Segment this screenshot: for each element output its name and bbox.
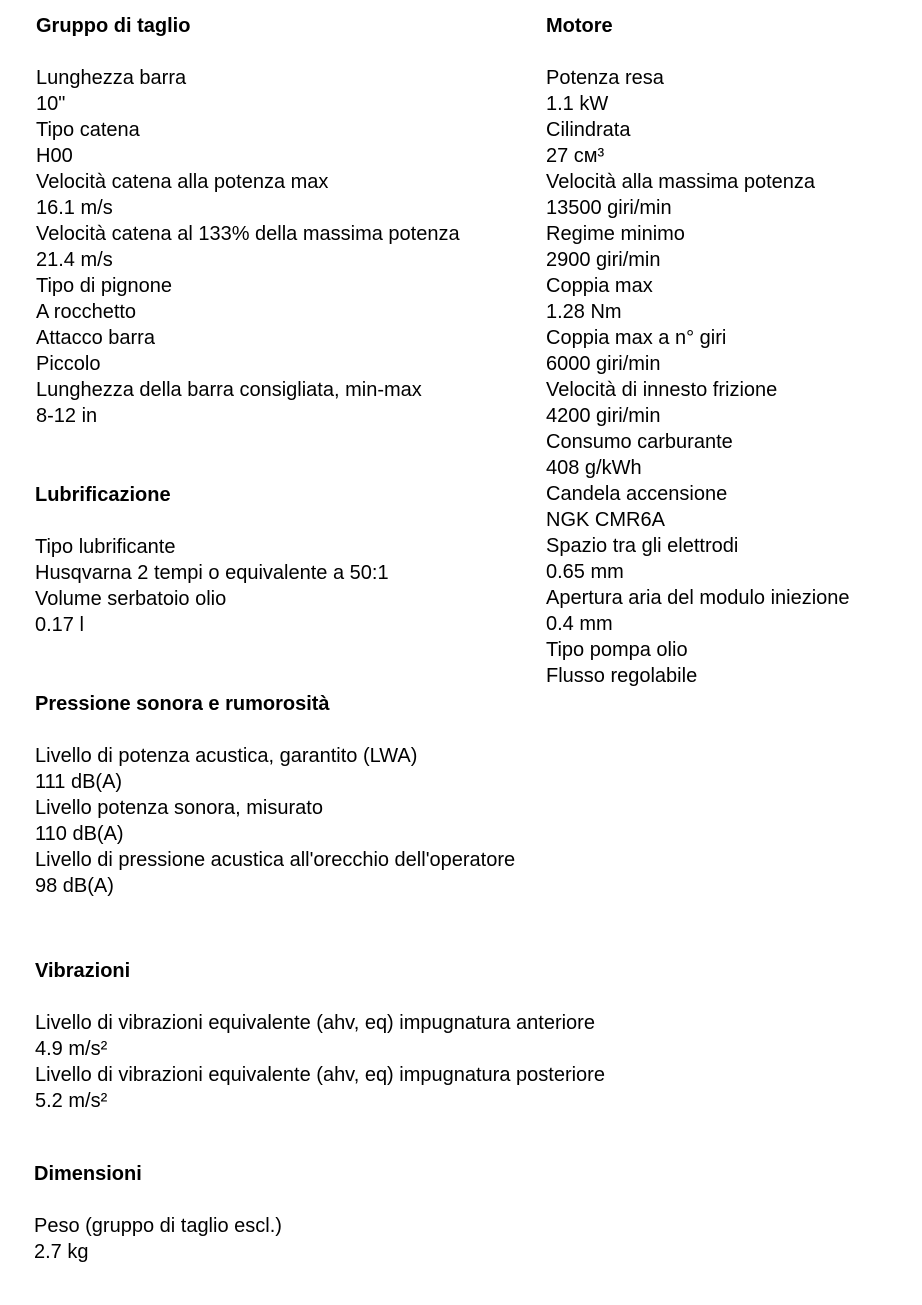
spec-label: Potenza resa (546, 67, 664, 89)
spec-value: 0.17 l (35, 614, 84, 636)
spec-value: 5.2 m/s² (35, 1090, 108, 1112)
spec-value: H00 (36, 145, 73, 167)
spec-label: Consumo carburante (546, 431, 733, 453)
spec-value: 2.7 kg (34, 1241, 89, 1263)
section-vibrazioni (35, 958, 605, 1114)
spec-label: Tipo di pignone (36, 275, 173, 297)
section-heading: Pressione sonora e rumorosità (35, 693, 330, 715)
spec-label: Lunghezza della barra consigliata, min-max (36, 379, 422, 401)
spec-list (35, 1010, 605, 1114)
spec-label: Tipo lubrificante (35, 536, 176, 558)
spec-value: 4200 giri/min (546, 405, 661, 427)
spec-label: Livello di vibrazioni equivalente (ahv, eq) impugnatura anteriore (35, 1012, 595, 1034)
spec-label: Livello di pressione acustica all'orecchio dell'operatore (35, 849, 516, 871)
spec-label: Livello di vibrazioni equivalente (ahv, eq) impugnatura posteriore (35, 1064, 605, 1086)
section-heading: Gruppo di taglio (36, 15, 191, 37)
spec-label: Velocità alla massima potenza (546, 171, 816, 193)
spec-value: 6000 giri/min (546, 353, 661, 375)
spec-label: Livello di potenza acustica, garantito (LWA) (35, 745, 418, 767)
spec-label: Tipo catena (36, 119, 140, 141)
spec-value: 111 dB(A) (35, 771, 123, 793)
spec-value: 0.4 mm (546, 613, 613, 635)
spec-label: Regime minimo (546, 223, 685, 245)
spec-value: 10" (36, 93, 66, 115)
spec-label: Lunghezza barra (36, 67, 187, 89)
spec-value: 98 dB(A) (35, 875, 114, 897)
spec-label: Velocità catena alla potenza max (36, 171, 329, 193)
spec-list (34, 1213, 282, 1265)
spec-label: Volume serbatoio olio (35, 588, 227, 610)
spec-label: Attacco barra (36, 327, 155, 349)
spec-value: A rocchetto (36, 301, 137, 323)
spec-label: Coppia max (546, 275, 653, 297)
section-pressione-sonora (35, 691, 515, 899)
spec-value: 1.1 kW (546, 93, 609, 115)
spec-value: Husqvarna 2 tempi o equivalente a 50:1 (35, 562, 389, 584)
spec-label: Velocità di innesto frizione (546, 379, 778, 401)
section-lubrificazione (35, 482, 389, 638)
spec-list (546, 65, 850, 689)
spec-value: NGK CMR6A (546, 509, 665, 531)
spec-label: Cilindrata (546, 119, 631, 141)
spec-value: 2900 giri/min (546, 249, 661, 271)
spec-value: 408 g/kWh (546, 457, 642, 479)
section-gruppo-di-taglio (36, 13, 460, 429)
spec-label: Livello potenza sonora, misurato (35, 797, 323, 819)
spec-value: 4.9 m/s² (35, 1038, 108, 1060)
spec-label: Coppia max a n° giri (546, 327, 727, 349)
section-heading: Lubrificazione (35, 484, 171, 506)
spec-value: 13500 giri/min (546, 197, 672, 219)
section-heading: Vibrazioni (35, 960, 131, 982)
spec-list (35, 743, 515, 899)
spec-value: 21.4 m/s (36, 249, 113, 271)
spec-label: Candela accensione (546, 483, 728, 505)
section-dimensioni (34, 1161, 282, 1265)
spec-value: 8-12 in (36, 405, 98, 427)
section-heading: Motore (546, 15, 613, 37)
spec-label: Velocità catena al 133% della massima potenza (36, 223, 460, 245)
spec-list (35, 534, 389, 638)
spec-value: 110 dB(A) (35, 823, 124, 845)
spec-label: Peso (gruppo di taglio escl.) (34, 1215, 282, 1237)
spec-label: Tipo pompa olio (546, 639, 688, 661)
spec-label: Spazio tra gli elettrodi (546, 535, 739, 557)
spec-label: Apertura aria del modulo iniezione (546, 587, 850, 609)
spec-value: 1.28 Nm (546, 301, 622, 323)
spec-value: 16.1 m/s (36, 197, 113, 219)
section-heading: Dimensioni (34, 1163, 142, 1185)
spec-list (36, 65, 460, 429)
spec-value: Piccolo (36, 353, 101, 375)
spec-value: Flusso regolabile (546, 665, 698, 687)
spec-value: 27 cм³ (546, 145, 605, 167)
spec-value: 0.65 mm (546, 561, 624, 583)
section-motore (546, 13, 850, 689)
